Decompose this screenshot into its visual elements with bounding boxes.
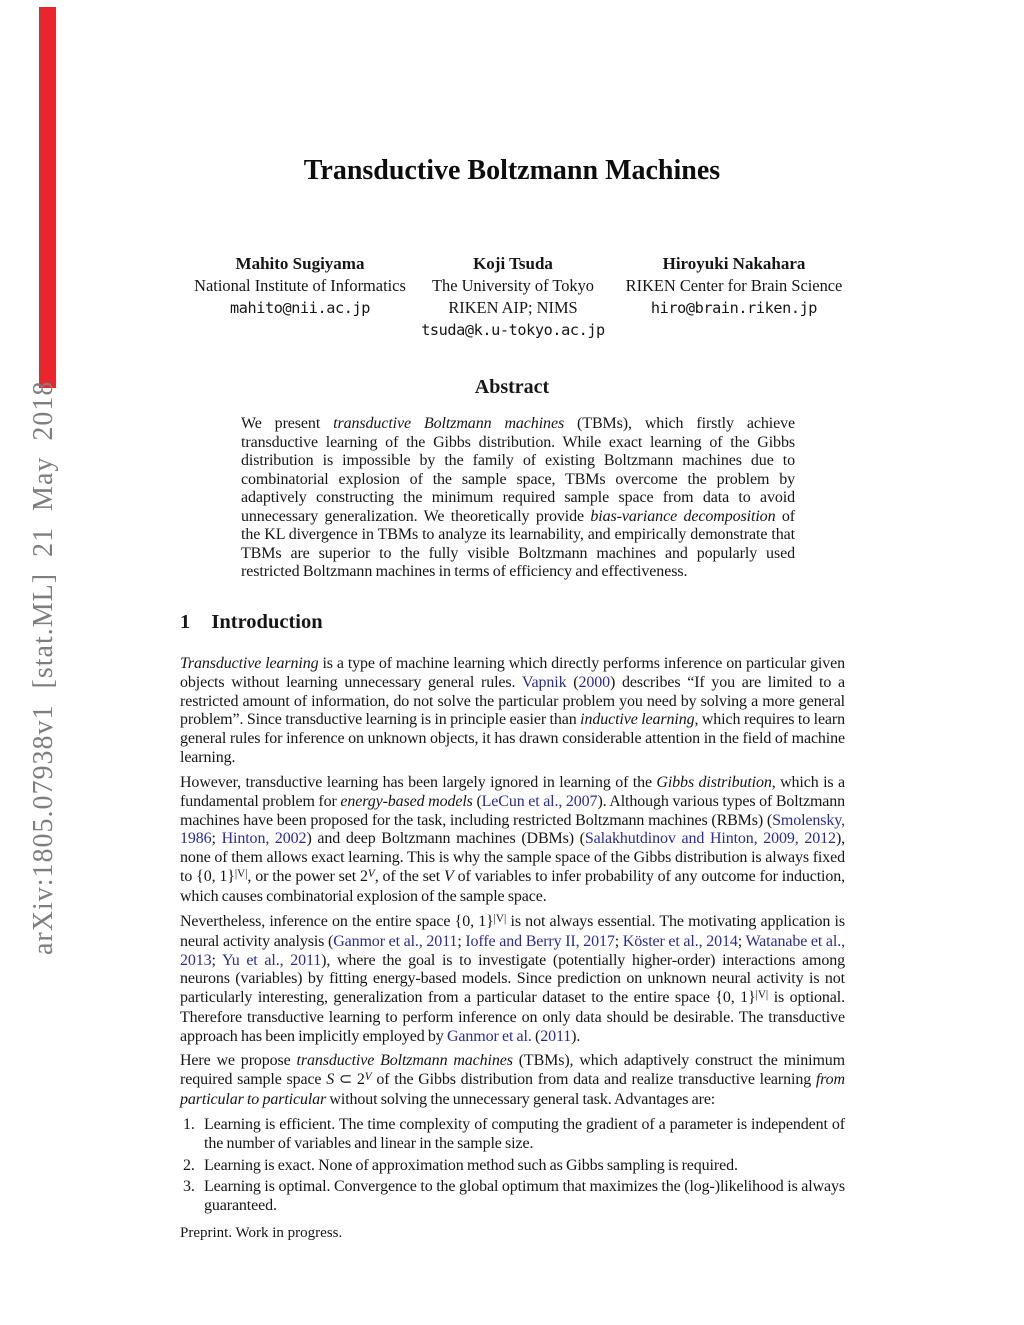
intro-paragraph-4: Here we propose transductive Boltzmann machines (TBMs), which adaptively construct the minimum required sample space S ⊂ $2^V$ of the Gibbs distribution from data and realize transductive learning from particular to particular without solving the unnecessary general task. Advantages are: bbox=[180, 1052, 845, 1108]
section-number: 1 bbox=[180, 611, 191, 633]
citation-link[interactable]: 2011 bbox=[540, 1027, 572, 1045]
author-affiliation: RIKEN Center for Brain Science bbox=[625, 276, 843, 295]
citation-link[interactable]: Ioffe and Berry II, 2017 bbox=[465, 932, 615, 950]
list-item-number: 3. bbox=[183, 1178, 195, 1196]
citation-link[interactable]: Salakhutdinov and Hinton, 2009, 2012 bbox=[584, 830, 836, 848]
list-item bbox=[183, 1157, 845, 1176]
citation-link[interactable]: Vapnik bbox=[521, 673, 567, 691]
abstract-text: We present transductive Boltzmann machines (TBMs), which firstly achieve transductive learning of the Gibbs distribution. While exact learning of the Gibbs distribution is impossible by the family of existing Boltzmann machines due to combinatorial explosion of the sample space, TBMs overcome the problem by adaptively constructing the minimum required sample space from data to avoid unnecessary generalization. We theoretically provide bias-variance decomposition of the KL divergence in TBMs to analyze its learnability, and empirically demonstrate that TBMs are superior to the fully visible Boltzmann machines and popularly used restricted Boltzmann machines in terms of efficiency and effectiveness. bbox=[241, 415, 796, 580]
section-title: Introduction bbox=[211, 611, 323, 633]
list-item-number: 1. bbox=[183, 1116, 195, 1133]
citation-link[interactable]: Ganmor et al. bbox=[446, 1027, 532, 1045]
citation-link[interactable]: Smolensky, 1986 bbox=[180, 811, 845, 848]
author-block-2 bbox=[393, 253, 633, 341]
author-email: mahito@nii.ac.jp bbox=[230, 299, 370, 317]
arxiv-watermark: arXiv:1805.07938v1 [stat.ML] 21 May 2018 bbox=[28, 380, 59, 956]
author-name: Hiroyuki Nakahara bbox=[662, 254, 806, 273]
author-block-1 bbox=[180, 253, 420, 319]
list-item bbox=[183, 1116, 845, 1154]
author-name: Koji Tsuda bbox=[473, 254, 553, 273]
citation-link[interactable]: Hinton, 2002 bbox=[221, 830, 307, 848]
preprint-footnote: Preprint. Work in progress. bbox=[180, 1225, 343, 1241]
intro-paragraph-1: Transductive learning is a type of machine learning which directly performs inference on particular given objects without learning unnecessary general rules. Vapnik (2000) describes “If you are limited to a restricted amount of information, do not solve the particular problem you need by solving a more general problem”. Since transductive learning is in principle easier than inductive learning, which requires to learn general rules for inference on unknown objects, it has drawn considerable attention in the field of machine learning. bbox=[180, 655, 846, 766]
section-heading-introduction bbox=[180, 611, 323, 634]
author-name: Mahito Sugiyama bbox=[235, 254, 365, 273]
intro-paragraph-2: However, transductive learning has been largely ignored in learning of the Gibbs distribution, which is a fundamental problem for energy-based models (LeCun et al., 2007). Although various types of Boltzmann machines have been proposed for the task, including restricted Boltzmann machines (RBMs) (Smolensky, 1986; Hinton, 2002) and deep Boltzmann machines (DBMs) (Salakhutdinov and Hinton, 2009, 2012), none of them allows exact learning. This is why the sample space of the Gibbs distribution is always fixed to {0, 1}$^{|V|}$, or the power set $2^V$, of the set V of variables to infer probability of any outcome for induction, which causes combinatorial explosion of the sample space. bbox=[180, 774, 846, 905]
author-block-3 bbox=[610, 253, 858, 319]
list-item-text: Learning is optimal. Convergence to the global optimum that maximizes the (log-)likelihood is always guaranteed. bbox=[204, 1178, 845, 1215]
citation-link[interactable]: LeCun et al., 2007 bbox=[481, 792, 598, 810]
abstract-heading: Abstract bbox=[474, 376, 550, 398]
author-affiliation: National Institute of Informatics bbox=[194, 276, 406, 295]
list-item bbox=[183, 1178, 845, 1216]
author-email: hiro@brain.riken.jp bbox=[650, 299, 818, 317]
paper-title: Transductive Boltzmann Machines bbox=[303, 155, 721, 186]
list-item-text: Learning is exact. None of approximation method such as Gibbs sampling is required. bbox=[204, 1156, 738, 1174]
citation-link[interactable]: Watanabe et al., 2013 bbox=[180, 932, 845, 969]
citation-link[interactable]: 2000 bbox=[578, 673, 610, 691]
author-email: tsuda@k.u-tokyo.ac.jp bbox=[421, 321, 605, 339]
citation-link[interactable]: Yu et al., 2011 bbox=[222, 951, 322, 969]
list-item-text: Learning is efficient. The time complexity of computing the gradient of a parameter is independent of the number of variables and linear in the sample size. bbox=[204, 1116, 845, 1152]
author-affiliation: The University of Tokyo bbox=[432, 276, 594, 295]
list-item-number: 2. bbox=[183, 1156, 195, 1174]
citation-link[interactable]: Köster et al., 2014 bbox=[622, 932, 738, 950]
citation-link[interactable]: Ganmor et al., 2011 bbox=[333, 932, 458, 950]
advantages-list bbox=[183, 1116, 845, 1219]
author-affiliation: RIKEN AIP; NIMS bbox=[448, 298, 578, 317]
intro-paragraph-3: Nevertheless, inference on the entire space {0, 1}$^{|V|}$ is not always essential. The motivating application is neural activity analysis (Ganmor et al., 2011; Ioffe and Berry II, 2017; Köster et al., 2014; Watanabe et al., 2013; Yu et al., 2011), where the goal is to investigate (potentially higher-order) interactions among neurons (variables) by fitting energy-based models. Since prediction on unknown neural activity is not particularly interesting, generalization from a particular dataset to the entire space {0, 1}$^{|V|}$ is optional. Therefore transductive learning to perform inference on only data should be desirable. The transductive approach has been implicitly employed by Ganmor et al. (2011). bbox=[180, 912, 846, 1045]
